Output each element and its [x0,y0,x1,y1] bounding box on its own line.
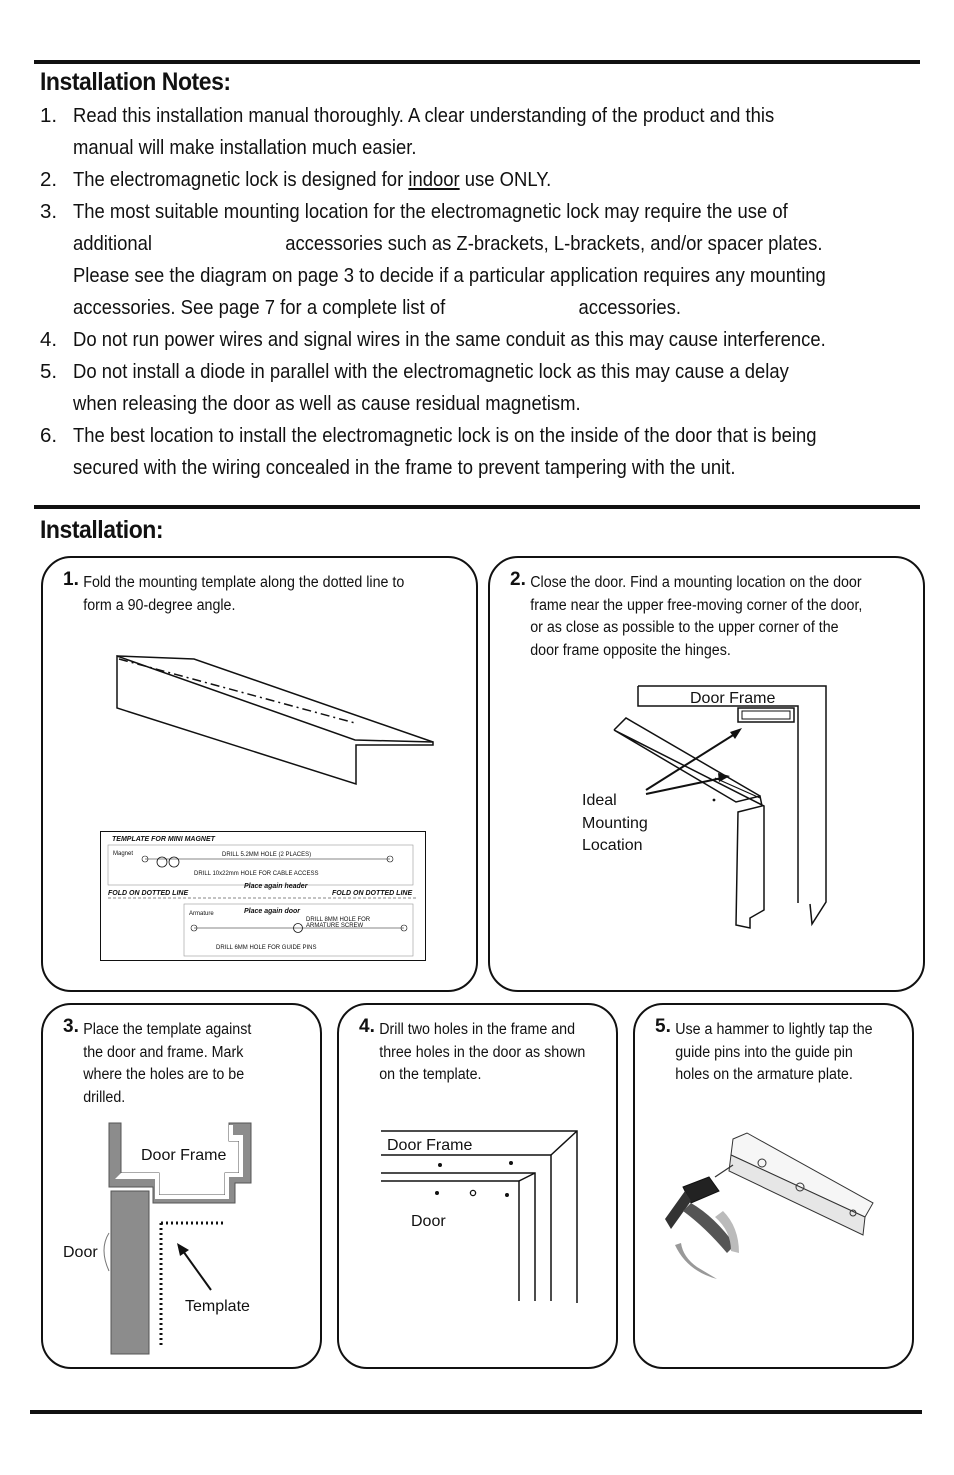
template-label: Template [185,1298,250,1315]
note-number: 5. [40,360,58,383]
door-frame-label: Door Frame [690,690,776,707]
step-number: 3. [63,1016,79,1037]
section-rule [34,505,920,509]
indoor-emphasis: indoor [408,168,460,191]
note-item-3 [40,196,920,324]
note-text: when releasing the door as well as cause residual magnetism. [73,392,581,415]
note-text-part: accessories such as Z-brackets, L-brackets, and/or spacer plates. [285,232,823,255]
step-text-line: guide pins into the guide pin [675,1043,853,1061]
door-frame-corner-diagram [490,558,923,990]
note-text-part: additional [73,232,152,255]
step-text-line: holes on the armature plate. [675,1066,853,1083]
door-label: Door [411,1213,446,1230]
template-placement-diagram [43,1005,320,1367]
step-2-panel [488,556,925,992]
template-place-door: Place again door [244,908,301,915]
note-text [73,164,551,196]
note-text: The best location to install the electromagnetic lock is on the inside of the door that is being [73,424,817,447]
step-5-panel [633,1003,914,1369]
hammer-armature-diagram [635,1005,912,1367]
template-drill-b: DRILL 10x22mm HOLE FOR CABLE ACCESS [194,871,319,877]
location-label: Location [582,837,643,854]
note-item-1 [40,100,920,164]
template-armature-label: Armature [189,911,214,917]
note-text: manual will make installation much easier. [73,136,417,159]
step-number: 1. [63,569,79,590]
note-text-pre: The electromagnetic lock is designed for [73,168,409,191]
note-item-5 [40,356,920,420]
step-number: 4. [359,1016,375,1037]
step-text-line: drilled. [83,1088,126,1106]
step-text-line: Fold the mounting template along the dotted line to [83,574,405,591]
step-number: 5. [655,1016,671,1037]
template-title: TEMPLATE FOR MINI MAGNET [112,836,215,843]
door-label: Door [63,1244,98,1261]
step-text-line: on the template. [379,1066,482,1083]
step-1-panel [41,556,478,992]
template-sheet-image [100,831,426,961]
template-drill-c1: DRILL 8MM HOLE FOR [306,917,371,923]
top-rule [34,60,920,64]
template-magnet-label: Magnet [113,851,134,857]
note-item-6 [40,420,920,484]
step-text-line: Place the template against [83,1021,252,1038]
drill-holes-diagram [339,1005,616,1367]
note-text-part: accessories. [578,296,682,319]
step-text-line: three holes in the door as shown [379,1043,586,1061]
note-text: Do not install a diode in parallel with the electromagnetic lock as this may cause a delay [73,360,789,383]
note-item-4 [40,324,920,356]
template-place-header: Place again header [244,883,308,890]
template-drill-d: DRILL 6MM HOLE FOR GUIDE PINS [216,945,317,951]
step-text-line: where the holes are to be [83,1066,245,1083]
note-text-part: accessories. See page 7 for a complete list of [73,296,446,319]
note-text: Do not run power wires and signal wires in the same conduit as this may cause interference. [73,328,826,351]
template-fold-left: FOLD ON DOTTED LINE [108,890,189,897]
step-number: 2. [510,569,526,590]
note-number: 4. [40,328,58,351]
step-4-panel [337,1003,618,1369]
bottom-rule [30,1410,922,1414]
installation-heading: Installation: [40,516,164,544]
step-text-line: form a 90-degree angle. [83,596,236,614]
note-text: Please see the diagram on page 3 to decide if a particular application requires any mounting [73,264,826,287]
mounting-label: Mounting [582,815,648,832]
note-text: The most suitable mounting location for the electromagnetic lock may require the use of [73,200,788,223]
door-frame-label: Door Frame [141,1147,227,1164]
note-number: 1. [40,104,58,127]
note-text [73,292,681,324]
step-text-line: Drill two holes in the frame and [379,1021,576,1038]
installation-notes-heading: Installation Notes: [40,68,231,96]
step-text-line: frame near the upper free-moving corner of the door, [530,596,863,614]
step-text-line: Close the door. Find a mounting location on the door [530,574,862,591]
note-text [73,228,823,260]
note-text-post: use ONLY. [459,168,552,191]
note-item-2 [40,164,920,196]
step-text-line: or as close as possible to the upper corner of the [530,619,839,636]
step-text-line: Use a hammer to lightly tap the [675,1021,873,1038]
template-drill-c2: ARMATURE SCREW [306,923,364,929]
door-frame-label: Door Frame [387,1137,473,1154]
template-drill-a: DRILL 5.2MM HOLE (2 PLACES) [222,852,312,858]
note-number: 3. [40,200,58,223]
note-text: Read this installation manual thoroughly. A clear understanding of the product and this [73,104,775,127]
note-number: 6. [40,424,58,447]
step-text-line: the door and frame. Mark [83,1043,244,1061]
installation-notes-list [40,100,920,484]
ideal-label: Ideal [582,792,617,809]
step-text-line: door frame opposite the hinges. [530,641,731,659]
step-3-panel [41,1003,322,1369]
note-number: 2. [40,168,58,191]
note-text: secured with the wiring concealed in the frame to prevent tampering with the unit. [73,456,736,479]
template-fold-right: FOLD ON DOTTED LINE [332,890,413,897]
